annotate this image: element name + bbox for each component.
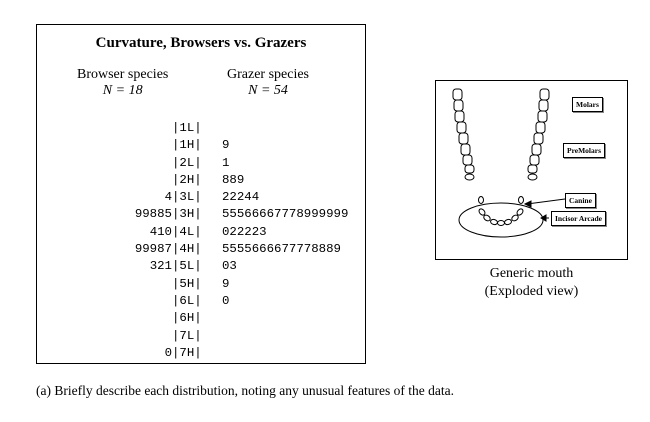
stemplot-row: [37, 276, 367, 293]
grazer-leaves: 22244: [222, 190, 260, 205]
canines: [479, 197, 524, 204]
mouth-caption-line2: (Exploded view): [484, 284, 579, 299]
grazer-leaves: 9: [222, 276, 230, 291]
stemplot-row: [37, 206, 367, 223]
stemplot-row: [37, 137, 367, 154]
stem: |3H|: [172, 207, 202, 222]
canine-label: Canine: [565, 193, 596, 208]
stemplot-row: [37, 310, 367, 327]
grazer-leaves: 55566667778999999: [222, 207, 349, 222]
stem: |2L|: [172, 155, 202, 170]
stemplot-row: [37, 345, 367, 362]
stem: |7L|: [172, 328, 202, 343]
mouth-caption-line1: Generic mouth: [489, 266, 574, 281]
premolars-label: PreMolars: [563, 143, 605, 158]
grazer-group-label: [227, 67, 309, 99]
incisor-arcade-label: Incisor Arcade: [551, 211, 606, 226]
browser-leaves: 321: [149, 259, 172, 274]
browser-leaves: 99987: [134, 242, 172, 257]
grazer-leaves: 022223: [222, 224, 267, 239]
grazer-label: Grazer species: [227, 67, 310, 82]
stemplot-row: [37, 241, 367, 258]
stem: |1L|: [172, 121, 202, 135]
stem: |7H|: [172, 345, 202, 360]
browser-label: Browser species: [77, 67, 169, 82]
stem: |5L|: [172, 259, 202, 274]
browser-leaves: 0: [164, 345, 172, 360]
grazer-leaves: 03: [222, 259, 237, 274]
stem: |4H|: [172, 242, 202, 257]
stemplot-row: [37, 258, 367, 275]
incisors: [478, 208, 524, 226]
mouth-diagram-panel: [435, 80, 628, 260]
stemplot-row: [37, 155, 367, 172]
stem: |6H|: [172, 311, 202, 326]
molars-label: Molars: [572, 97, 603, 112]
stem: |2H|: [172, 172, 202, 187]
grazer-leaves: 5555666677778889: [222, 242, 341, 257]
browser-leaves: 410: [149, 224, 172, 239]
back-to-back-stemplot: [37, 120, 367, 362]
browser-leaves: 4: [164, 190, 172, 205]
browser-group-label: [77, 67, 168, 99]
stem: |5H|: [172, 276, 202, 291]
grazer-leaves: 0: [222, 293, 230, 308]
stem: |3L|: [172, 190, 202, 205]
stemplot-row: [37, 328, 367, 345]
grazer-leaves: 9: [222, 138, 230, 153]
grazer-n: N = 54: [248, 83, 288, 98]
stem: |4L|: [172, 224, 202, 239]
grazer-leaves: 889: [222, 172, 245, 187]
stem: |1H|: [172, 138, 202, 153]
grazer-leaves: 1: [222, 155, 230, 170]
stemplot-title: Curvature, Browsers vs. Grazers: [95, 35, 307, 51]
stemplot-row: [37, 293, 367, 310]
stemplot-row: [37, 172, 367, 189]
stemplot-row: [37, 120, 367, 137]
question-a: (a) Briefly describe each distribution, noting any unusual features of the data.: [36, 383, 454, 398]
right-molar-row: [528, 89, 549, 180]
browser-n: N = 18: [102, 83, 143, 98]
left-molar-row: [453, 89, 474, 180]
stemplot-row: [37, 189, 367, 206]
stemplot-panel: [36, 24, 366, 364]
stem: |6L|: [172, 293, 202, 308]
browser-leaves: 99885: [134, 207, 172, 222]
stemplot-row: [37, 224, 367, 241]
